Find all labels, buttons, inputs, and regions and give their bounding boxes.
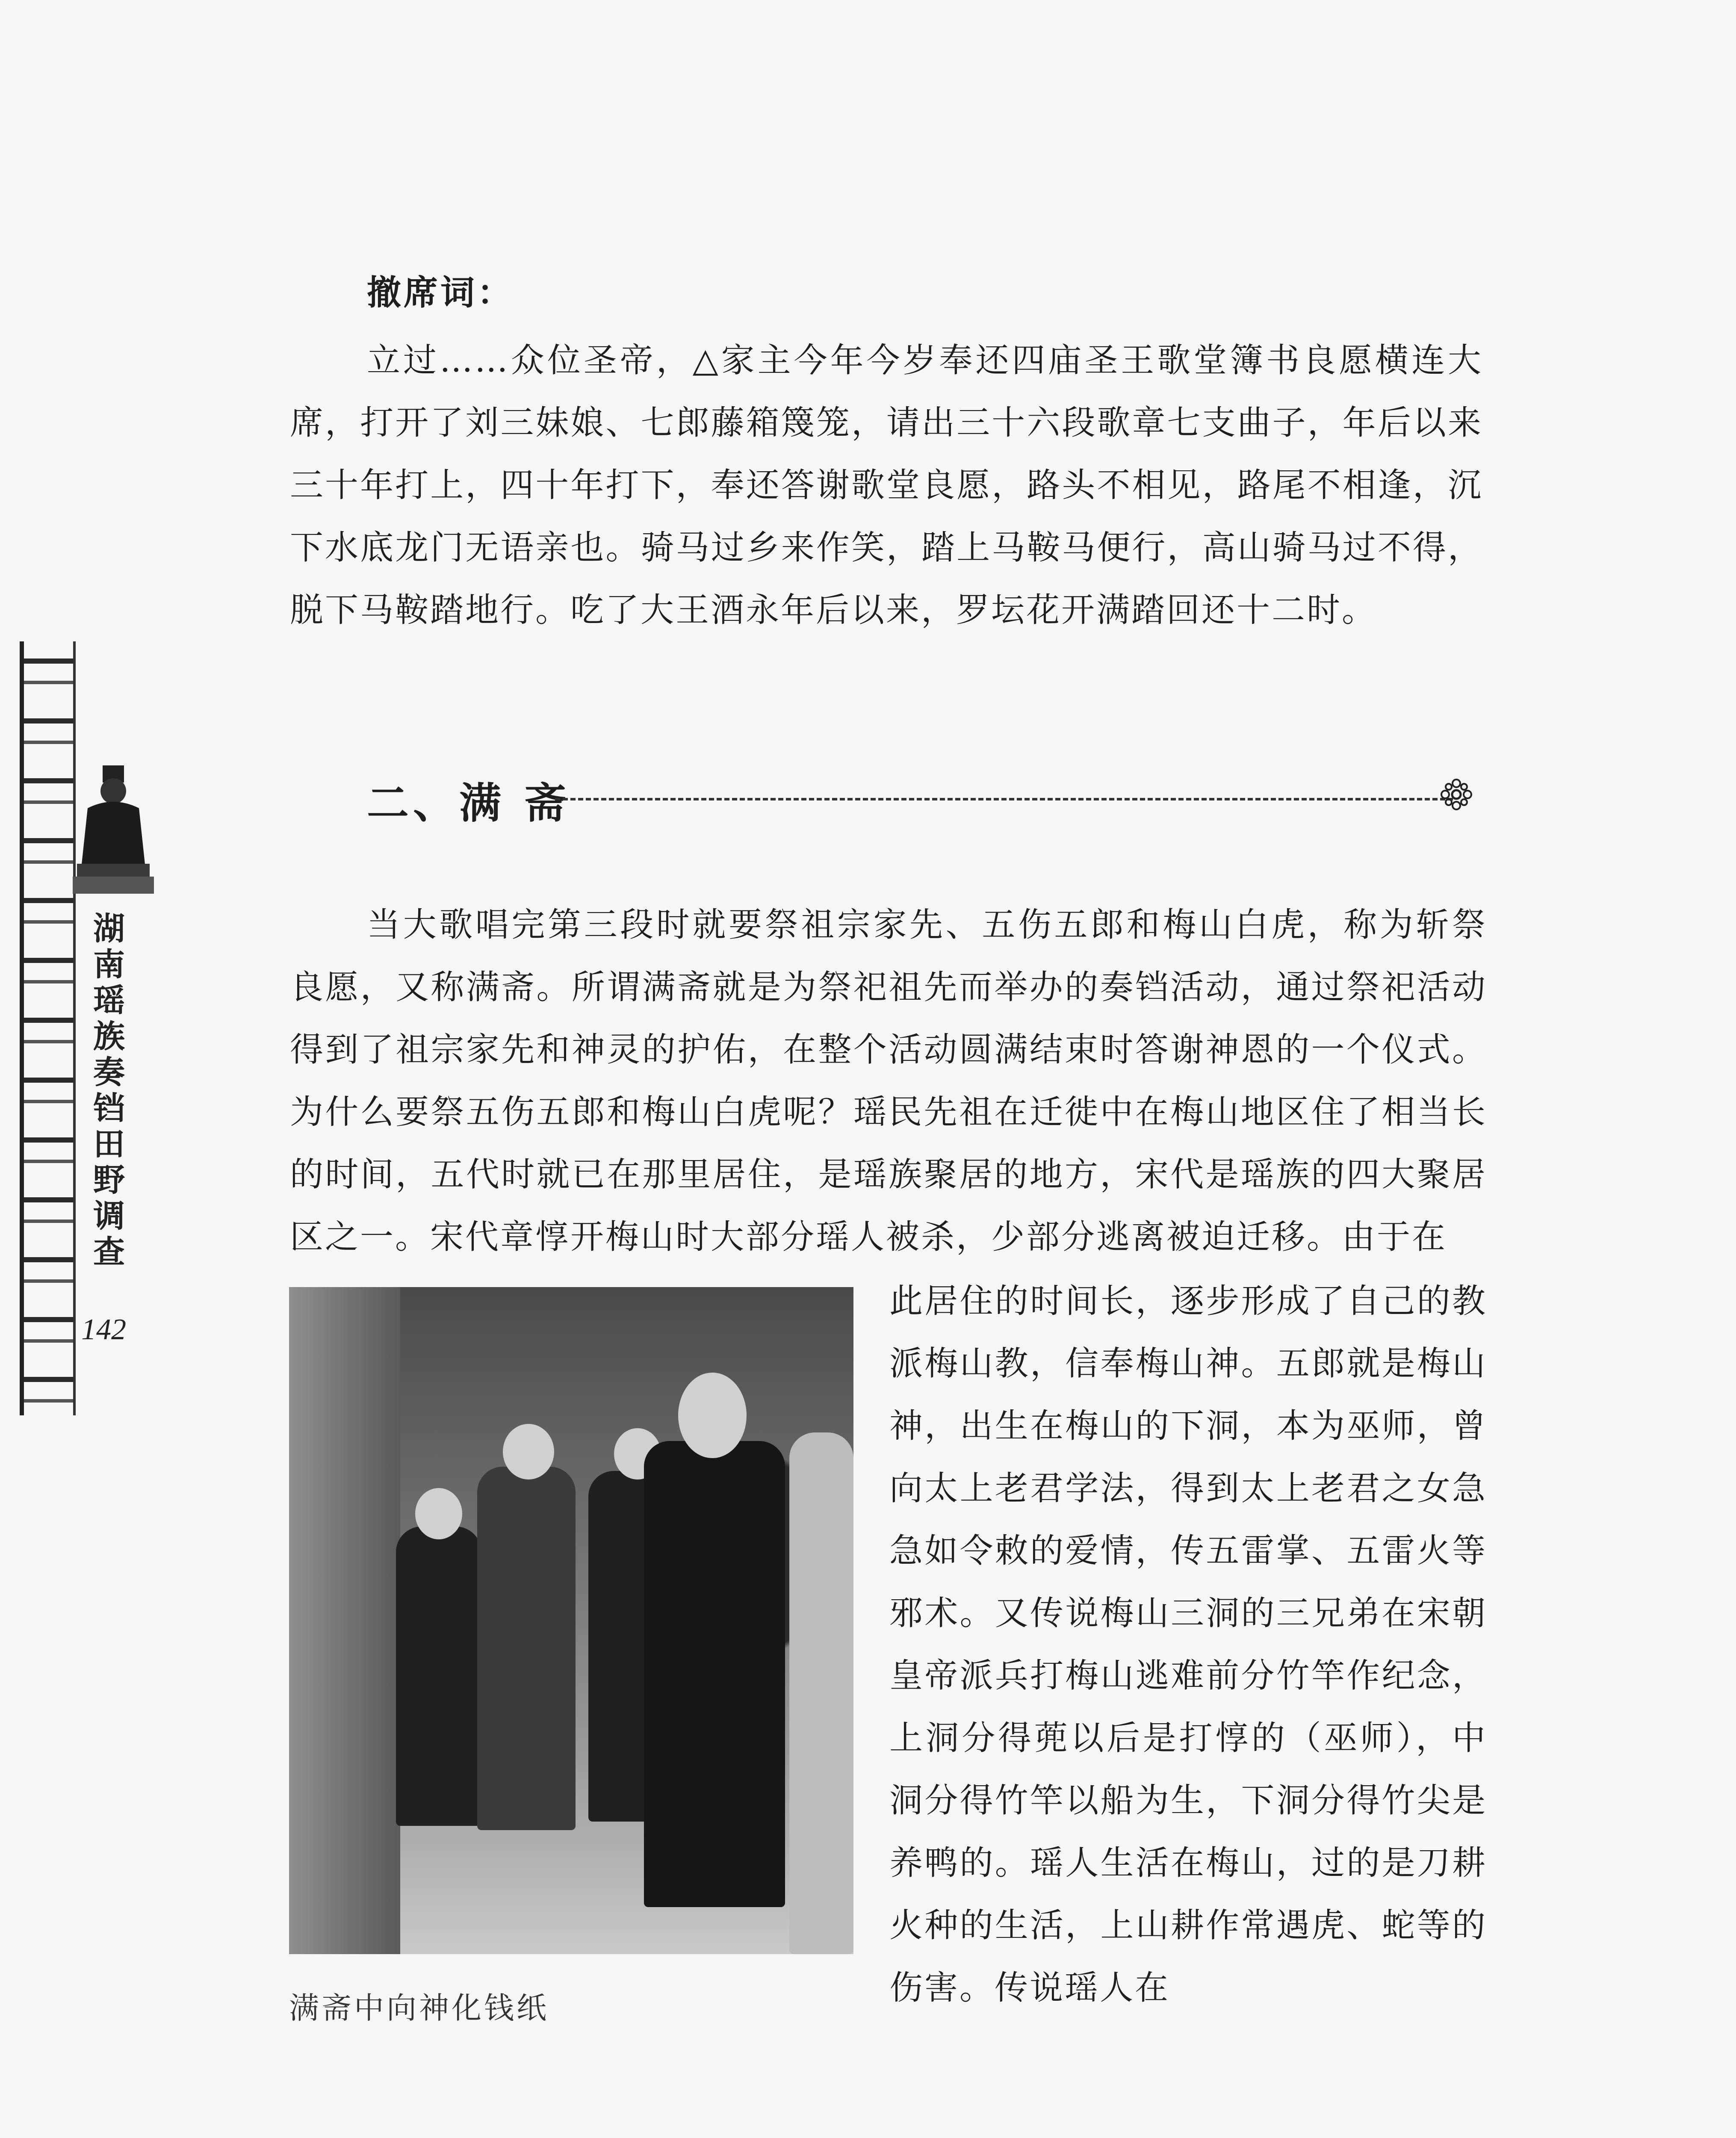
photo-person-head [678,1373,747,1458]
page-number: 142 [81,1313,126,1346]
book-title-vertical [86,911,133,1270]
prayer-text: 立过……众位圣帝，△家主今年今岁奉还四庙圣王歌堂簿书良愿横连大席，打开了刘三妹娘、七郎藤箱篾笼，请出三十六段歌章七支曲子，年后以来三十年打上，四十年打下，奉还答谢歌堂良愿，路头不相见，路尾不相逢，沉下水底龙门无语亲也。骑马过乡来作笑，踏上马鞍马便行，高山骑马过不得，脱下马鞍踏地行。吃了大王酒永年后以来，罗坛花开满踏回还十二时。 [290,341,1483,629]
decorative-border [20,641,76,1415]
photo-person [396,1527,481,1826]
photo-caption: 满斋中向神化钱纸 [289,1990,549,2026]
book-title-char: 湖 [93,910,125,947]
photo-person [789,1432,853,1954]
book-title-char: 调 [93,1198,125,1234]
photo-person [644,1441,785,1907]
ritual-photo [289,1287,853,1954]
book-title-char: 铛 [93,1090,125,1127]
section-heading [367,770,1487,828]
book-title-char: 南 [93,946,125,983]
heading-dotted-rule [555,798,1453,800]
section-paragraph: 当大歌唱完第三段时就要祭祖宗家先、五伤五郎和梅山白虎，称为斩祭良愿，又称满斋。所谓满斋就是为祭祀祖先而举办的奏铛活动，通过祭祀活动得到了祖宗家先和神灵的护佑，在整个活动圆满结束时答谢神恩的一个仪式。为什么要祭五伤五郎和梅山白虎呢？瑶民先祖在迁徙中在梅山地区住了相当长的时间，五代时就已在那里居住，是瑶族聚居的地方，宋代是瑶族的四大聚居区之一。宋代章惇开梅山时大部分瑶人被杀，少部分逃离被迫迁移。由于在 [290,906,1487,1256]
section-paragraph-wrap: 此居住的时间长，逐步形成了自己的教派梅山教，信奉梅山神。五郎就是梅山神，出生在梅山的下洞，本为巫师，曾向太上老君学法，得到太上老君之女急急如令敕的爱情，传五雷掌、五雷火等邪术。又传说梅山三洞的三兄弟在宋朝皇帝派兵打梅山逃难前分竹竿作纪念，上洞分得蔸以后是打惇的（巫师），中洞分得竹竿以船为生，下洞分得竹尖是养鸭的。瑶人生活在梅山，过的是刀耕火种的生活，上山耕作常遇虎、蛇等的伤害。传说瑶人在 [889,1282,1487,2007]
book-title-char: 奏 [93,1054,125,1091]
deity-statue-icon [68,761,158,898]
book-title-char: 野 [93,1162,125,1199]
photo-person-head [415,1488,462,1539]
photo-person-head [503,1424,554,1479]
book-title-char: 族 [93,1018,125,1055]
book-title-char: 瑶 [93,982,125,1019]
book-title-char: 查 [93,1234,125,1270]
flower-ornament-icon [1439,777,1473,812]
photo-person [477,1467,576,1830]
prayer-heading: 撤席词： [367,273,514,313]
section-title: 二、满 斋 [367,779,571,828]
photo-wall [289,1287,400,1954]
book-title-char: 田 [93,1126,125,1163]
